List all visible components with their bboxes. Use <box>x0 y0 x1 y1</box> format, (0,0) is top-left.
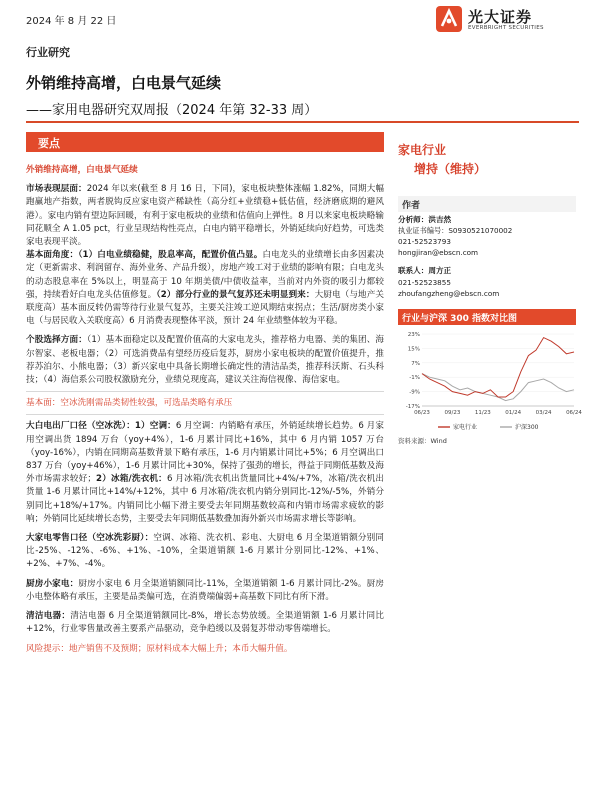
contact-email[interactable]: zhoufangzheng@ebscn.com <box>398 289 500 298</box>
analyst-email[interactable]: hongjiran@ebscn.com <box>398 248 479 257</box>
analyst-name: 分析师：洪吉然 <box>398 215 452 224</box>
paragraph-text: 大厨电（与地产关联度高）基本面反转仍需等待行业景气复苏，主要关注竣工逆风期结束拐点；生活/厨房类小家电（与居民收入关联度高）6 月消费表现整体平淡，预计 24 年业绩整体较为平稳。 <box>26 289 384 327</box>
author-box <box>398 196 576 212</box>
y-tick-label: -17% <box>405 404 420 410</box>
chart-title: 行业与沪深 300 指数对比图 <box>402 314 518 324</box>
paragraph-text: 清洁电器 6 月全渠道销额同比-8%，增长态势放缓。全渠道销额 1-6 月累计同比+12%，行业零售量改善主要系产品驱动，竞争趋缓以及弱复苏带动零售端增长。 <box>26 611 384 635</box>
paragraph-label: 厨房小家电： <box>26 578 79 589</box>
paragraph-cleaning <box>26 610 384 636</box>
paragraph-retail <box>26 532 384 572</box>
paragraph-fundamental <box>26 249 384 328</box>
paragraph-text: 2024 年以来(截至 8 月 16 日，下同)，家电板块整体涨幅 1.82%，同期大幅跑赢地产指数，两者脱钩反应家电资产稀缺性（高分红+业绩稳+低估值，经济磨底期的避风港）。家电内销有望边际回暖，有利于家电板块的业绩和估值向上弹性。8 月以来家电板块略输同花顺全 A 1.05 pct，行业呈现结构性亮点，白电内销平稳增长，外销延续向好趋势，可选类家电表现平淡。 <box>26 184 384 248</box>
divider <box>26 121 579 123</box>
industry-name: 家电行业 <box>398 143 447 157</box>
paragraph-text: 6 月空调：内销略有承压，外销延续增长趋势。6 月家用空调出货 1894 万台（yoy+4%），1-6 月累计同比+16%，其中 6 月内销 1057 万台（yoy-16%），内销在同期高基数背景下略有承压，1-6 月内销累计同比+5%；6 月空调出口 837 万台（yoy+46%），1-6 月累计同比+30%，保持了强劲的增长，得益于同期低基数及海外市场需求较好； <box>26 421 384 485</box>
x-tick-label: 03/24 <box>535 410 552 416</box>
paragraph-white-goods <box>26 420 384 526</box>
chart-title-band <box>398 309 576 325</box>
paragraph-text: （1）基本面稳定以及配置价值高的大家电龙头，推荐格力电器、美的集团、海尔智家、老板电器；（2）可选消费品有望经历疫后复苏，厨房小家电板块的配置价值提升，推荐苏泊尔、小熊电器；（3）新兴家电中具备长期增长确定性的清洁品类，推荐科沃斯、石头科技；（4）海信系公司股权激励充分，业绩兑现度高，建议关注海信视像、海信家电。 <box>26 335 384 386</box>
paragraph-text: 厨房小家电 6 月全渠道销额同比-11%，全渠道销额 1-6 月累计同比-2%。厨房小电整体略有承压，主要是品类偏可选，在消费端偏弱+高基数下同比有所下滑。 <box>26 578 384 602</box>
paragraph-label: 基本面角度： <box>26 250 79 261</box>
y-tick-label: 7% <box>411 360 420 367</box>
series-line <box>422 338 574 397</box>
paragraph-label: 市场表现层面： <box>26 184 87 195</box>
report-subtitle: ——家用电器研究双周报（2024 年第 32-33 周） <box>26 103 318 118</box>
logo-subtext: EVERBRIGHT SECURITIES <box>468 25 544 31</box>
y-tick-label: -1% <box>409 375 420 382</box>
comparison-chart <box>398 330 582 420</box>
logo-text: 光大证券 <box>468 8 533 26</box>
divider <box>26 391 384 392</box>
main-column <box>26 164 384 656</box>
highlight-heading: 外销维持高增，白电景气延续 <box>26 165 138 175</box>
contact-name: 联系人：周方正 <box>398 266 452 275</box>
paragraph-label: 大家电零售口径（空冰洗彩厨）： <box>26 533 154 544</box>
paragraph-bold: 2）冰箱/洗衣机： <box>96 474 167 485</box>
analyst-phone: 021-52523793 <box>398 237 451 246</box>
industry-rating: 增持（维持） <box>414 162 487 176</box>
paragraph-label: 大白电出厂口径（空冰洗）：1）空调： <box>26 421 176 432</box>
analyst-cert: 执业证书编号：S0930521070002 <box>398 226 513 235</box>
legend-label: 家电行业 <box>453 424 478 431</box>
paragraph-bold: （1）白电业绩稳健，股息率高，配置价值凸显。 <box>78 250 263 261</box>
paragraph-label: 清洁电器： <box>26 611 71 622</box>
x-tick-label: 06/24 <box>566 410 582 416</box>
brand-logo <box>436 6 582 36</box>
paragraph-kitchen <box>26 578 384 604</box>
chart-source: 资料来源：Wind <box>398 437 447 445</box>
y-tick-label: 15% <box>407 346 420 353</box>
x-tick-label: 11/23 <box>474 410 491 416</box>
x-tick-label: 09/23 <box>444 410 461 416</box>
report-date: 2024 年 8 月 22 日 <box>26 16 117 27</box>
subsection-heading: 基本面：空冰洗刚需品类韧性较强，可选品类略有承压 <box>26 398 233 409</box>
x-tick-label: 01/24 <box>505 410 522 416</box>
paragraph-stocks <box>26 334 384 387</box>
logo-icon <box>436 6 462 32</box>
section-band <box>26 132 384 152</box>
paragraph-label: 个股选择方面： <box>26 335 87 346</box>
contact-phone: 021-52523855 <box>398 278 451 287</box>
y-tick-label: 23% <box>407 332 420 338</box>
x-tick-label: 06/23 <box>414 410 430 416</box>
legend-label: 沪深300 <box>515 424 539 431</box>
paragraph-text: 6 月冰箱/洗衣机出货量同比+4%/+7%，冰箱/洗衣机出货量 1-6 月累计同比+14%/+12%，其中 6 月冰箱/洗衣机内销分别同比-12%/-5%，外销分别同比+18%/+17%。内销同比小幅下滑主要受去年同期基数较高和内销市场需求疲软的影响；外销同比延续增长态势，主要受去年同期低基数叠加海外新兴市场需求增长等影响。 <box>26 474 384 524</box>
y-tick-label: -9% <box>409 389 420 396</box>
report-title: 外销维持高增，白电景气延续 <box>26 74 222 92</box>
chart-legend <box>398 421 578 433</box>
paragraph-text: 空调、冰箱、洗衣机、彩电、大厨电 6 月全渠道销额分别同比-25%、-12%、-6%、+1%、-10%，全渠道销额 1-6 月累计分别同比-12%、+1%、+2%、+7%、-4%。 <box>26 533 385 570</box>
section-band-label: 要点 <box>38 137 60 150</box>
divider <box>26 414 384 415</box>
paragraph-market <box>26 183 384 249</box>
report-category: 行业研究 <box>26 46 70 59</box>
paragraph-bold: （2）部分行业的景气复苏还未明显到来： <box>156 289 315 300</box>
author-box-label: 作者 <box>402 201 421 211</box>
paragraph-text: 白电龙头的业绩增长由多因素决定（更新需求、利润留存、海外业务、产品升级），房地产竣工对于业绩的影响有限；白电龙头的动态股息率在 5%以上，明显高于 10 年期美债/中债收益率，当前对内外资的吸引力都较强，持续看好白电龙头估值修复。 <box>26 250 384 300</box>
risk-warning: 风险提示：地产销售不及预期；原材料成本大幅上升；本币大幅升值。 <box>26 643 293 654</box>
